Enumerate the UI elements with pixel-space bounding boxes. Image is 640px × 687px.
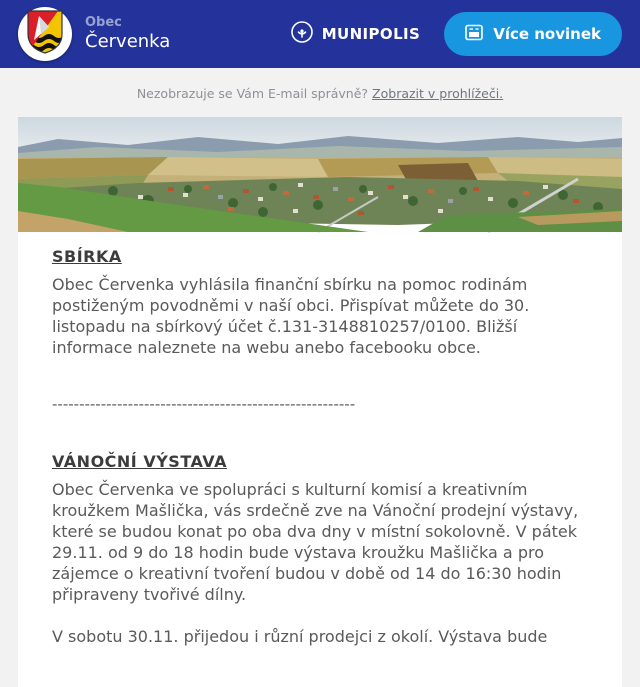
- broadcast-icon: [290, 20, 314, 48]
- brand-name: MUNIPOLIS: [321, 25, 421, 43]
- more-news-button[interactable]: [444, 12, 622, 56]
- vystava-paragraph-1: Obec Červenka ve spolupráci s kulturní komisí a kreativním kroužkem Mašlička, vás srdečně zve na Vánoční prodejní výstavy, které se budou konat po oba dva dny v místní sokolovně. V pátek 29.11. od 9 do 18 hodin bude výstava kroužku Mašlička a pro zájemce o kreativní tvoření budou v době od 14 do 16:30 hodin připraveny tvořivé dílny.: [52, 480, 579, 604]
- org-title-block: [85, 15, 170, 54]
- preheader: [0, 68, 640, 117]
- preheader-question: Nezobrazuje se Vám E-mail správně?: [136, 86, 369, 101]
- view-in-browser-link[interactable]: Zobrazit v prohlížeči.: [372, 86, 504, 101]
- vystava-paragraph-2: V sobotu 30.11. přijedou i různí prodejci z okolí. Výstava bude: [52, 627, 548, 646]
- section-title-vystava: VÁNOČNÍ VÝSTAVA: [52, 452, 227, 471]
- coat-of-arms-icon: [26, 10, 64, 58]
- section-title-sbirka: SBÍRKA: [52, 247, 122, 266]
- sbirka-paragraph: Obec Červenka vyhlásila finanční sbírku na pomoc rodinám postiženým povodněmi v naší obci. Přispívat můžete do 30. listopadu na sbírkový účet č.131-3148810257/0100. Bližší informace naleznete na webu anebo facebooku obce.: [52, 275, 530, 357]
- dashed-divider: --------------------------------------------------------: [52, 395, 356, 413]
- munipolis-brand: [290, 20, 421, 48]
- org-name: Červenka: [85, 30, 171, 52]
- newspaper-icon: [465, 24, 483, 45]
- municipality-logo: [18, 7, 72, 61]
- org-label: Obec: [85, 14, 122, 30]
- aerial-village-photo: [18, 117, 622, 232]
- header-bar: [0, 0, 640, 68]
- more-news-label: Více novinek: [493, 25, 601, 43]
- email-content-card: [18, 117, 622, 687]
